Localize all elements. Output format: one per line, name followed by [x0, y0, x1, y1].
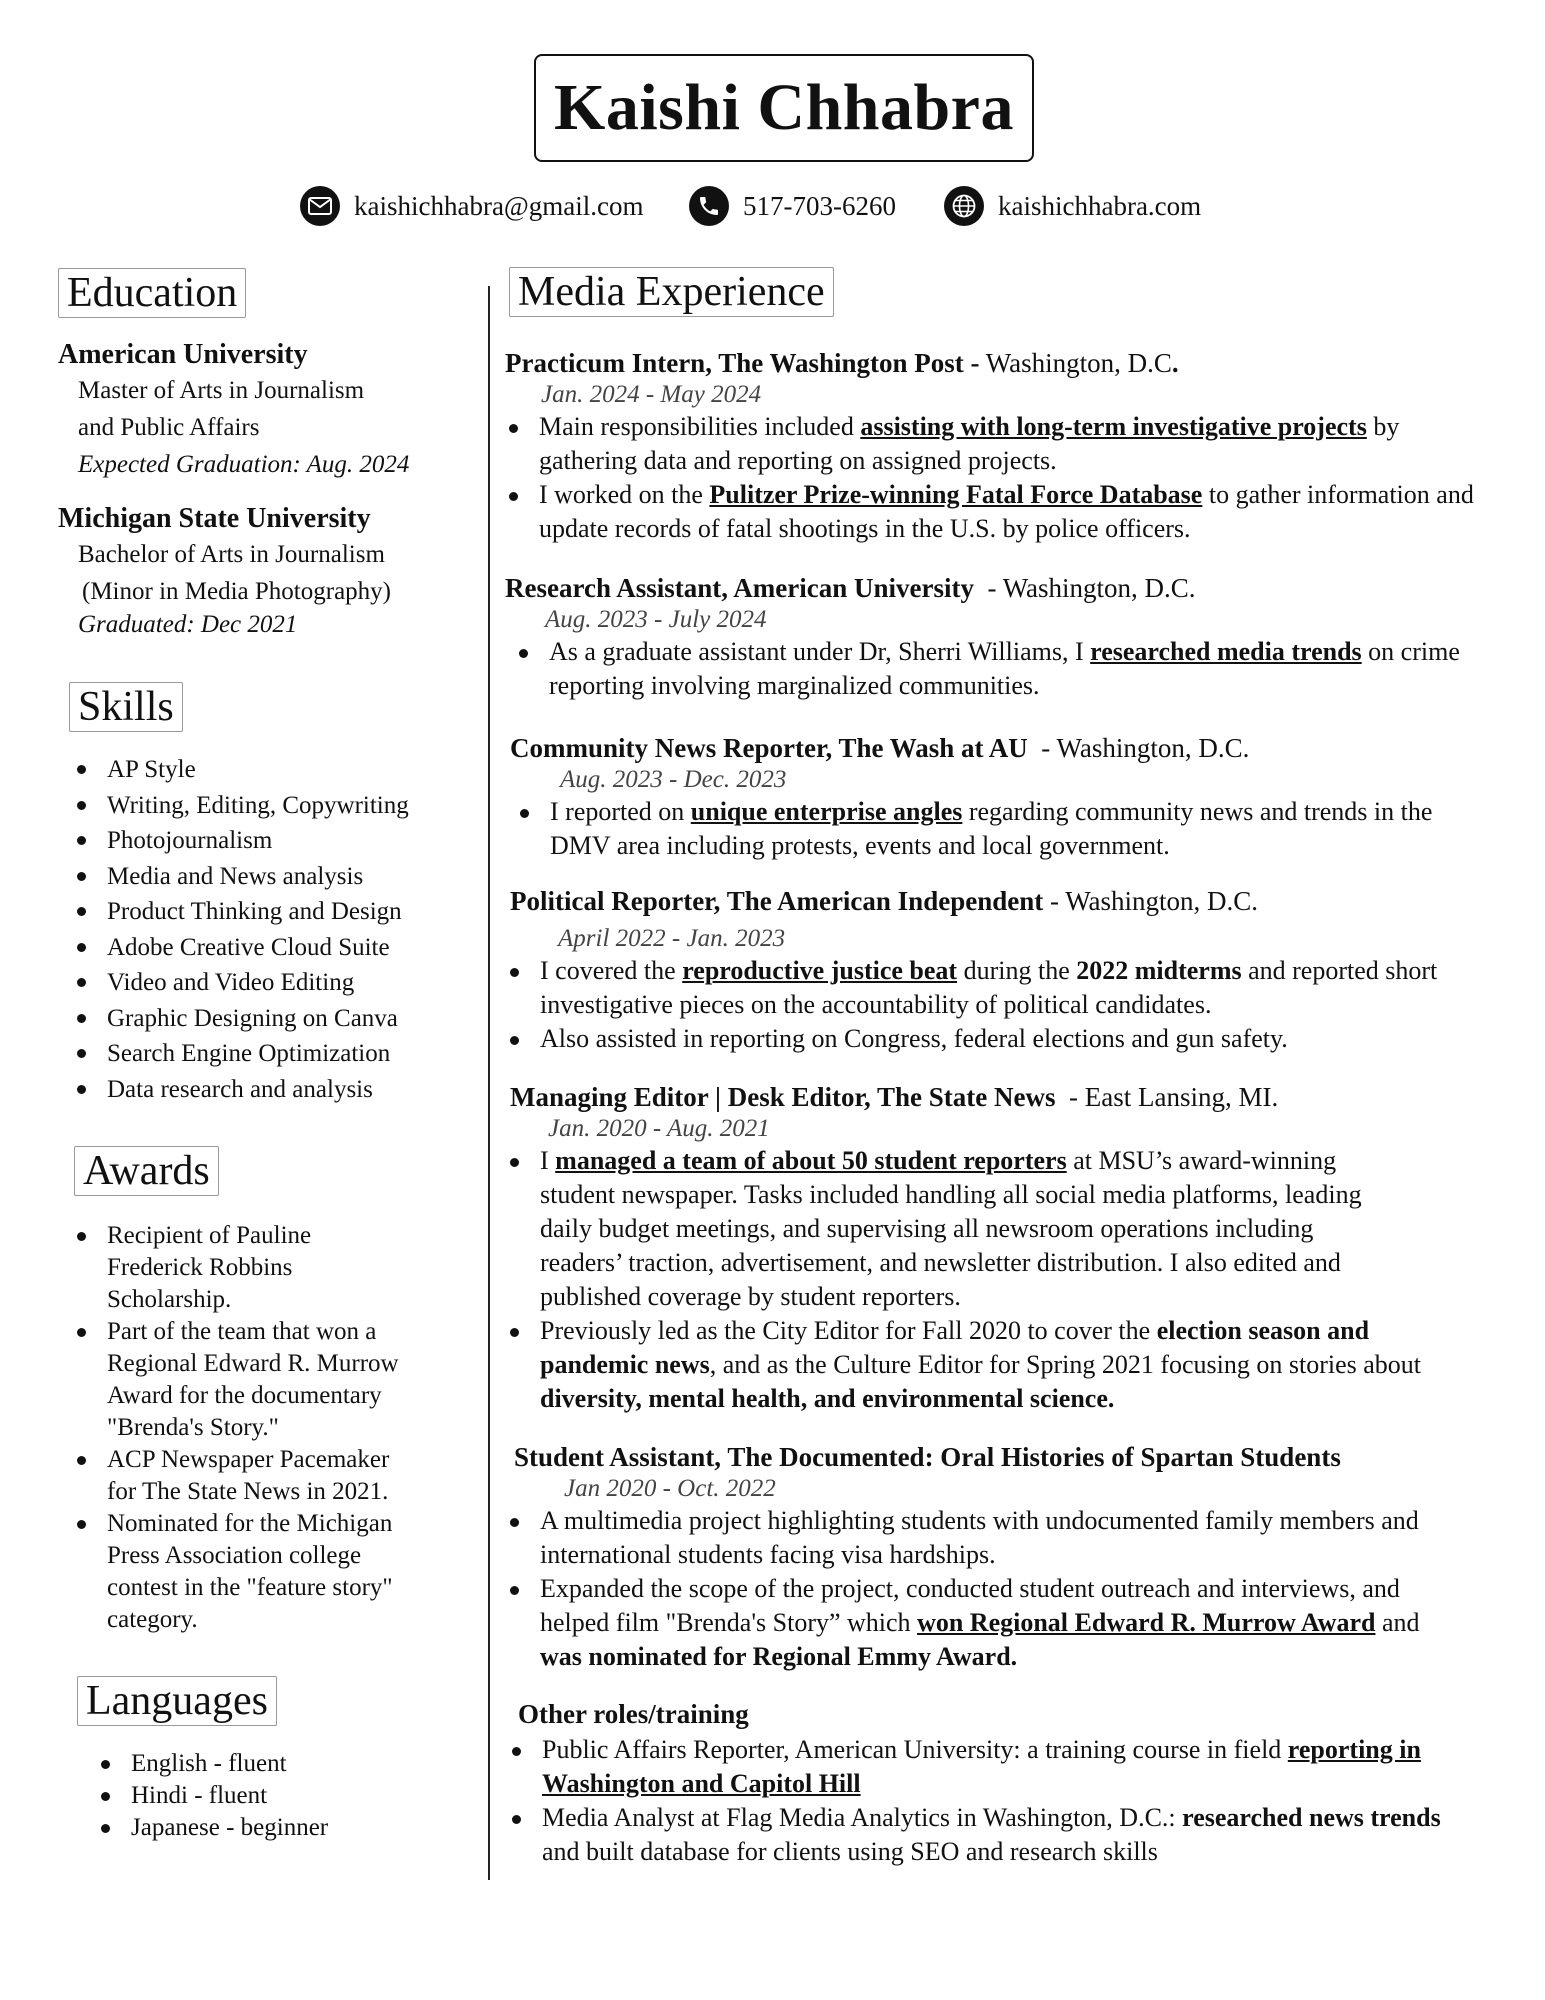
- bullet-text: I: [540, 1146, 556, 1175]
- award-line: Part of the team that won a: [107, 1318, 377, 1345]
- highlight-link: researched media trends: [1090, 637, 1362, 666]
- education-school: [58, 502, 391, 640]
- column-divider: [488, 286, 490, 1880]
- bullet-text: and reported short investigative pieces on the accountability of political candidates.: [540, 956, 1438, 1019]
- bold-text: 2022 midterms: [1076, 956, 1242, 985]
- job-location: Washington, D.C: [979, 348, 1172, 378]
- phone-contact[interactable]: [689, 186, 896, 226]
- list-item: [75, 1316, 399, 1444]
- highlight-link: assisting with long-term investigative projects: [860, 412, 1367, 441]
- job-bullets: [508, 954, 1495, 1056]
- job-entry: [514, 1440, 1494, 1674]
- phone-icon: [689, 186, 729, 226]
- list-item: [510, 1733, 1422, 1801]
- list-item: Japanese - beginner: [99, 1812, 328, 1844]
- award-line: Scholarship.: [107, 1286, 232, 1313]
- job-title-line: [510, 731, 1495, 765]
- job-dates: Jan 2020 - Oct. 2022: [564, 1475, 776, 1502]
- bullet-text: and: [1375, 1608, 1420, 1637]
- highlight-link: managed a team of about 50 student reporters: [555, 1146, 1067, 1175]
- list-item: [508, 1572, 1465, 1674]
- job-dates: Jan. 2020 - Aug. 2021: [548, 1115, 770, 1142]
- job-bullets: [507, 410, 1495, 546]
- job-location: - Washington, D.C.: [1027, 733, 1250, 763]
- media-experience-heading: Media Experience: [509, 267, 834, 317]
- graduation-note: Graduated: Dec 2021: [78, 611, 298, 638]
- job-title-line: [514, 1440, 1494, 1474]
- highlight-link: reporting in Washington and Capitol Hill: [542, 1735, 1421, 1798]
- list-item: [508, 1504, 1440, 1572]
- other-roles-title: Other roles/training: [518, 1699, 749, 1729]
- bullet-text: at MSU’s award-winning student newspaper. Tasks included handling all social media platforms, leading daily budget meetings, and supervising all newsroom operations including readers’ traction, advertisement, and newsletter distribution. I also edited and published coverage by student reporters.: [540, 1146, 1362, 1311]
- bullet-text: and built database for clients using SEO and research skills: [542, 1837, 1158, 1866]
- globe-icon: [944, 186, 984, 226]
- bullet-text: Media Analyst at Flag Media Analytics in Washington, D.C.:: [542, 1803, 1183, 1832]
- list-item: Media and News analysis: [75, 859, 409, 895]
- bullet-text: regarding community news and trends in the DMV area including protests, events and local government.: [550, 797, 1433, 860]
- degree-line: Master of Arts in Journalism: [78, 377, 365, 404]
- candidate-name: Kaishi Chhabra: [554, 71, 1014, 144]
- job-entry: [510, 884, 1495, 1056]
- job-dates: Aug. 2023 - July 2024: [545, 606, 767, 633]
- award-line: contest in the "feature story": [107, 1574, 393, 1601]
- bullet-text: I covered the: [540, 956, 683, 985]
- job-dates: Aug. 2023 - Dec. 2023: [560, 766, 787, 793]
- other-roles-heading: [518, 1697, 1493, 1731]
- job-title: Community News Reporter, The Wash at AU: [510, 733, 1028, 763]
- award-line: Nominated for the Michigan: [107, 1510, 393, 1537]
- list-item: Video and Video Editing: [75, 965, 409, 1001]
- award-line: Regional Edward R. Murrow: [107, 1350, 399, 1377]
- education-heading: Education: [58, 268, 246, 318]
- list-item: [508, 1314, 1460, 1416]
- bullet-text: during the: [957, 956, 1077, 985]
- awards-heading: Awards: [74, 1146, 219, 1196]
- job-bullets: [508, 1144, 1468, 1416]
- school-name: Michigan State University: [58, 503, 371, 534]
- job-title-line: [505, 571, 1495, 605]
- list-item: Data research and analysis: [75, 1072, 409, 1108]
- email-contact[interactable]: [300, 186, 644, 226]
- languages-list: [99, 1748, 328, 1844]
- list-item: [508, 1022, 1495, 1056]
- job-title-line: [505, 346, 1495, 380]
- highlight-link: unique enterprise angles: [690, 797, 963, 826]
- job-location: - Washington, D.C.: [1043, 886, 1259, 916]
- list-item: [507, 410, 1495, 478]
- list-item: [510, 1801, 1447, 1869]
- bullet-text: Also assisted in reporting on Congress, federal elections and gun safety.: [540, 1024, 1288, 1053]
- highlight-link: reproductive justice beat: [682, 956, 958, 985]
- job-entry: [505, 571, 1495, 703]
- other-roles-bullets: [510, 1733, 1450, 1869]
- bullet-text: on crime reporting involving marginalized communities.: [549, 637, 1460, 700]
- job-location: - Washington, D.C.: [973, 573, 1196, 603]
- list-item: Search Engine Optimization: [75, 1036, 409, 1072]
- phone-text[interactable]: 517-703-6260: [743, 190, 896, 221]
- list-item: Graphic Designing on Canva: [75, 1001, 409, 1037]
- list-item: [517, 635, 1495, 703]
- job-location: - East Lansing, MI.: [1055, 1082, 1279, 1112]
- job-location-end: .: [1171, 348, 1179, 378]
- award-line: for The State News in 2021.: [107, 1478, 389, 1505]
- list-item: [75, 1508, 399, 1636]
- job-entry: [510, 731, 1495, 863]
- skills-list: [75, 752, 409, 1107]
- education-school: [58, 338, 409, 483]
- bold-text: diversity, mental health, and environmental science.: [540, 1384, 1115, 1413]
- bullet-text: Main responsibilities included: [539, 412, 861, 441]
- list-item: [508, 954, 1495, 1022]
- list-item: AP Style: [75, 752, 409, 788]
- job-bullets: [508, 1504, 1468, 1674]
- list-item: Hindi - fluent: [99, 1780, 328, 1812]
- awards-list: [75, 1220, 399, 1636]
- list-item: English - fluent: [99, 1748, 328, 1780]
- bullet-text: Expanded the scope of the project, conducted student outreach and interviews, and helped film "Brenda's Story” which: [540, 1574, 1400, 1637]
- job-entry: [510, 1080, 1495, 1416]
- bold-text: researched news trends: [1182, 1803, 1441, 1832]
- job-entry: [505, 346, 1495, 546]
- award-line: category.: [107, 1606, 198, 1633]
- other-roles-section: [518, 1697, 1493, 1869]
- bullet-text: I worked on the: [539, 480, 710, 509]
- highlight-link: Pulitzer Prize-winning Fatal Force Database: [709, 480, 1203, 509]
- list-item: [507, 478, 1495, 546]
- list-item: Product Thinking and Design: [75, 894, 409, 930]
- website-text[interactable]: kaishichhabra.com: [998, 190, 1202, 221]
- bullet-text: Public Affairs Reporter, American University: a training course in field: [542, 1735, 1288, 1764]
- list-item: [75, 1220, 399, 1316]
- award-line: Press Association college: [107, 1542, 362, 1569]
- bold-text: was nominated for Regional Emmy Award.: [540, 1642, 1018, 1671]
- email-text[interactable]: kaishichhabra@gmail.com: [354, 190, 644, 221]
- award-line: Award for the documentary: [107, 1382, 382, 1409]
- website-contact[interactable]: [944, 186, 1201, 226]
- job-title: Managing Editor | Desk Editor, The State News: [510, 1082, 1056, 1112]
- bullet-text: Previously led as the City Editor for Fall 2020 to cover the: [540, 1316, 1157, 1345]
- job-bullets: [518, 795, 1495, 863]
- job-title: Research Assistant, American University: [505, 573, 974, 603]
- mail-icon: [300, 186, 340, 226]
- bullet-text: by gathering data and reporting on assigned projects.: [539, 412, 1400, 475]
- award-line: ACP Newspaper Pacemaker: [107, 1446, 390, 1473]
- degree-line: and Public Affairs: [78, 414, 260, 441]
- job-title-line: [510, 1080, 1495, 1114]
- bullet-text: A multimedia project highlighting students with undocumented family members and international students facing visa hardships.: [540, 1506, 1419, 1569]
- job-title: Student Assistant, The Documented: Oral Histories of Spartan Students: [514, 1442, 1341, 1472]
- highlight-link: won Regional Edward R. Murrow Award: [917, 1608, 1376, 1637]
- bullet-text: , and as the Culture Editor for Spring 2021 focusing on stories about: [709, 1350, 1422, 1379]
- list-item: Photojournalism: [75, 823, 409, 859]
- bullet-text: to gather information and update records of fatal shootings in the U.S. by police officers.: [539, 480, 1474, 543]
- list-item: [508, 1144, 1390, 1314]
- degree-line: (Minor in Media Photography): [82, 578, 391, 605]
- bullet-text: As a graduate assistant under Dr, Sherri Williams, I: [549, 637, 1091, 666]
- school-name: American University: [58, 339, 308, 370]
- job-title-line: [510, 884, 1495, 918]
- job-dates: Jan. 2024 - May 2024: [541, 381, 762, 408]
- list-item: Adobe Creative Cloud Suite: [75, 930, 409, 966]
- languages-heading: Languages: [77, 1676, 277, 1726]
- degree-line: Bachelor of Arts in Journalism: [78, 541, 385, 568]
- list-item: [518, 795, 1495, 863]
- list-item: Writing, Editing, Copywriting: [75, 788, 409, 824]
- award-line: Frederick Robbins: [107, 1254, 293, 1281]
- graduation-note: Expected Graduation: Aug. 2024: [78, 451, 410, 478]
- award-line: Recipient of Pauline: [107, 1222, 312, 1249]
- award-line: "Brenda's Story.": [107, 1414, 279, 1441]
- list-item: [75, 1444, 399, 1508]
- skills-heading: Skills: [69, 682, 183, 732]
- bold-text: election season and pandemic news: [540, 1316, 1370, 1379]
- job-title: Political Reporter, The American Independent: [510, 886, 1044, 916]
- name-box: [534, 54, 1034, 162]
- job-dates: April 2022 - Jan. 2023: [558, 925, 786, 952]
- job-title: Practicum Intern, The Washington Post -: [505, 348, 980, 378]
- bullet-text: I reported on: [550, 797, 691, 826]
- job-bullets: [517, 635, 1495, 703]
